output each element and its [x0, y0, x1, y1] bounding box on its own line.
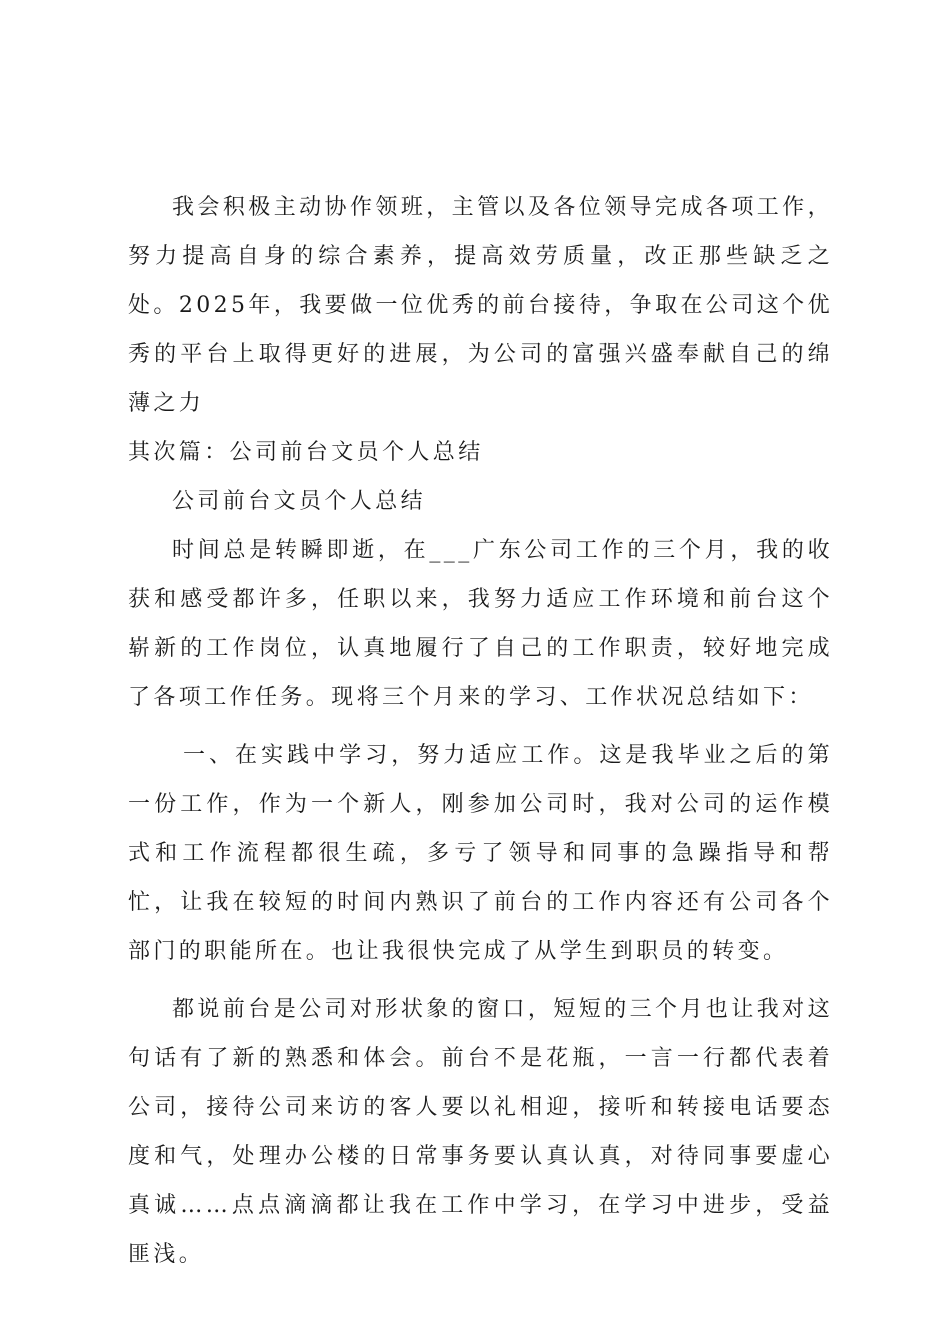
paragraph-closing-commitment: 我会积极主动协作领班，主管以及各位领导完成各项工作，努力提高自身的综合素养，提高效劳质量，改正那些缺乏之处。2025年，我要做一位优秀的前台接待，争取在公司这个优秀的平台上取得更好的进展，为公司的富强兴盛奉献自己的绵薄之力 [128, 195, 833, 416]
document-subtitle: 公司前台文员个人总结 [172, 489, 427, 514]
document-body [128, 183, 833, 1279]
paragraph-point-one: 一、在实践中学习，努力适应工作。这是我毕业之后的第一份工作，作为一个新人，刚参加公司时，我对公司的运作模式和工作流程都很生疏，多亏了领导和同事的急躁指导和帮忙，让我在较短的时间内熟识了前台的工作内容还有公司各个部门的职能所在。也让我很快完成了从学生到职员的转变。 [128, 743, 833, 964]
paragraph-introduction: 时间总是转瞬即逝，在___广东公司工作的三个月，我的收获和感受都许多，任职以来，我努力适应工作环境和前台这个崭新的工作岗位，认真地履行了自己的工作职责，较好地完成了各项工作任务。现将三个月来的学习、工作状况总结如下： [128, 538, 833, 710]
paragraph-front-desk: 都说前台是公司对形状象的窗口，短短的三个月也让我对这句话有了新的熟悉和体会。前台不是花瓶，一言一行都代表着公司，接待公司来访的客人要以礼相迎，接听和转接电话要态度和气，处理办公楼的日常事务要认真认真，对待同事要虚心真诚……点点滴滴都让我在工作中学习，在学习中进步，受益匪浅。 [128, 997, 833, 1267]
section-heading: 其次篇：公司前台文员个人总结 [128, 440, 484, 465]
